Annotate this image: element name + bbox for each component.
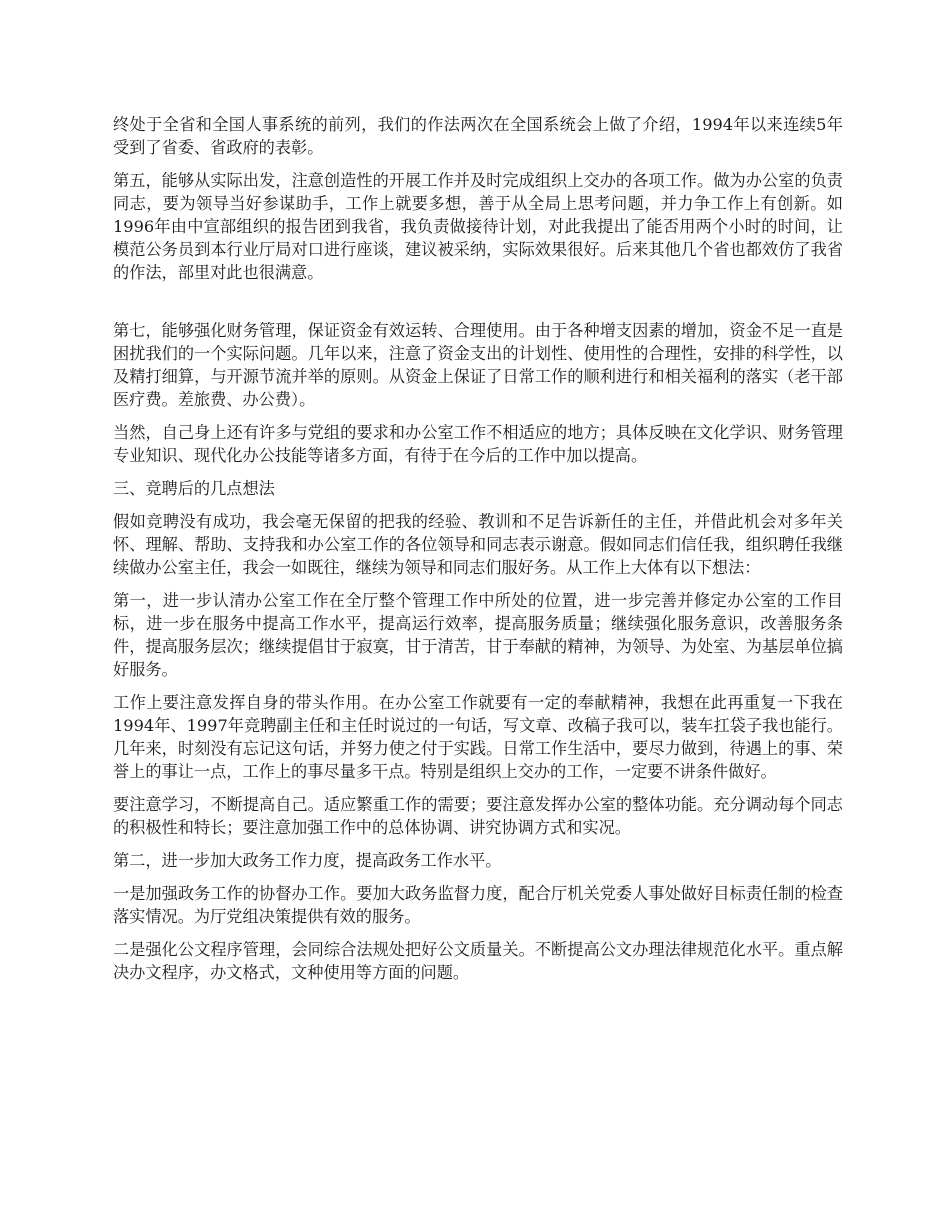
paragraph: 第二，进一步加大政务工作力度，提高政务工作水平。 <box>113 851 502 870</box>
section-heading: 三、竞聘后的几点想法 <box>113 479 275 498</box>
document-body <box>113 113 843 994</box>
paragraph: 第一，进一步认清办公室工作在全厅整个管理工作中所处的位置，进一步完善并修定办公室的工作目标，进一步在服务中提高工作水平，提高运行效率，提高服务质量；继续强化服务意识，改善服务条件，提高服务层次；继续提倡甘于寂寞，甘于清苦，甘于奉献的精神，为领导、为处室、为基层单位搞好服务。 <box>113 591 843 679</box>
paragraph: 第五，能够从实际出发，注意创造性的开展工作并及时完成组织上交办的各项工作。做为办公室的负责同志，要为领导当好参谋助手，工作上就要多想，善于从全局上思考问题，并力争工作上有创新。如1996年由中宣部组织的报告团到我省，我负责做接待计划，对此我提出了能否用两个小时的时间，让模范公务员到本行业厅局对口进行座谈，建议被采纳，实际效果很好。后来其他几个省也都效仿了我省的作法，部里对此也很满意。 <box>113 171 843 282</box>
paragraph: 第七，能够强化财务管理，保证资金有效运转、合理使用。由于各种增支因素的增加，资金不足一直是困扰我们的一个实际问题。几年以来，注意了资金支出的计划性、使用性的合理性，安排的科学性，以及精打细算，与开源节流并举的原则。从资金上保证了日常工作的顺利进行和相关福利的落实（老干部医疗费。差旅费、办公费）。 <box>113 321 843 409</box>
paragraph: 终处于全省和全国人事系统的前列，我们的作法两次在全国系统会上做了介绍，1994年以来连续5年受到了省委、省政府的表彰。 <box>113 115 843 157</box>
paragraph: 一是加强政务工作的协督办工作。要加大政务监督力度，配合厅机关党委人事处做好目标责任制的检查落实情况。为厅党组决策提供有效的服务。 <box>113 884 843 926</box>
paragraph: 要注意学习，不断提高自己。适应繁重工作的需要；要注意发挥办公室的整体功能。充分调动每个同志的积极性和特长；要注意加强工作中的总体协调、讲究协调方式和实况。 <box>113 795 843 837</box>
paragraph: 二是强化公文程序管理，会同综合法规处把好公文质量关。不断提高公文办理法律规范化水平。重点解决办文程序，办文格式，文种使用等方面的问题。 <box>113 940 843 982</box>
paragraph: 假如竞聘没有成功，我会毫无保留的把我的经验、教训和不足告诉新任的主任，并借此机会对多年关怀、理解、帮助、支持我和办公室工作的各位领导和同志表示谢意。假如同志们信任我，组织聘任我继续做办公室主任，我会一如既往，继续为领导和同志们服好务。从工作上大体有以下想法： <box>113 512 843 577</box>
paragraph: 工作上要注意发挥自身的带头作用。在办公室工作就要有一定的奉献精神，我想在此再重复一下我在1994年、1997年竞聘副主任和主任时说过的一句话，写文章、改稿子我可以，装车扛袋子我也能行。几年来，时刻没有忘记这句话，并努力使之付于实践。日常工作生活中，要尽力做到，待遇上的事、荣誉上的事让一点，工作上的事尽量多干点。特别是组织上交办的工作，一定要不讲条件做好。 <box>113 693 843 781</box>
paragraph: 当然，自己身上还有许多与党组的要求和办公室工作不相适应的地方；具体反映在文化学识、财务管理专业知识、现代化办公技能等诸多方面，有待于在今后的工作中加以提高。 <box>113 423 843 465</box>
